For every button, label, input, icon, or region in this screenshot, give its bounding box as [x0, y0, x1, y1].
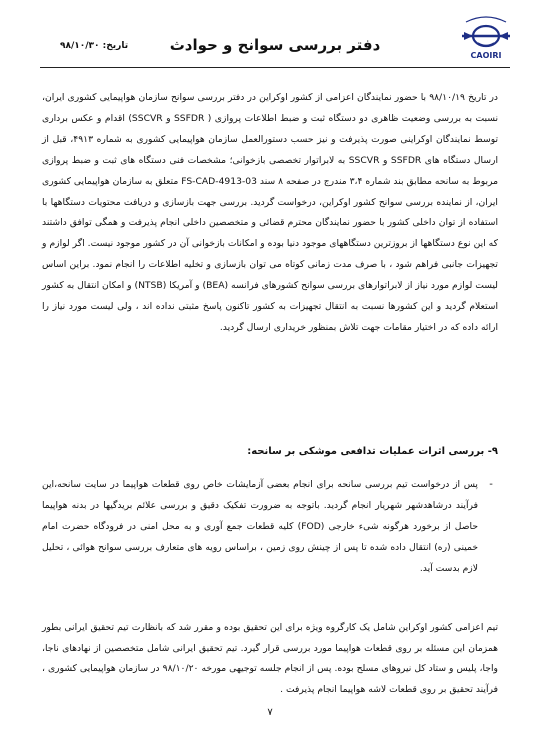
bullet-marker: - [489, 479, 493, 490]
bullet-list-item [42, 474, 498, 579]
page-header [40, 10, 510, 68]
document-date: تاریخ: ۹۸/۱۰/۳۰ [60, 41, 129, 51]
caoiri-emblem-icon [458, 12, 514, 52]
paragraph-flight-recorders: در تاریخ ۹۸/۱۰/۱۹ با حضور نمایندگان اعزامی از کشور اوکراین در دفتر بررسی سوانح سازمان هواپیمایی کشوری ایران، نسبت به بررسی وضعیت ظاهری دو دستگاه ثبت و ضبط اطلاعات پروازی ( SSFDR و SSCVR) اقدام و عکس برداری توسط نمایندگان اوکراینی صورت پذیرفت و نیز حسب دستورالعمل سازمان هواپیمایی کشوری به شماره ۴۹۱۳، قبل از ارسال دستگاه های SSFDR و SSCVR به لابراتوار تخصصی بازخوانی؛ مشخصات فنی دستگاه های ثبت و ضبط پروازی مربوط به سانحه مطابق بند شماره ۳،۴ مندرج در صفحه ۸ سند FS-CAD-4913-03 متعلق به سازمان هواپیمایی کشوری ایران، از نماینده بررسی سوانح کشور اوکراین، درخواست گردید. بررسی جهت بازسازی و دریافت محتویات دستگاهها با استفاده از توان داخلی کشور با حضور نمایندگان محترم قضائی و متخصصین داخلی انجام پذیرفت و همگی توافق داشتند که این نوع دستگاهها از بروزترین دستگاههای موجود دنیا بوده و امکانات بازخوانی آن در کشور موجود نیست. اگر لوازم و تجهیزات جانبی فراهم شود ، با صرف مدت زمانی کوتاه می توان بازسازی و تخلیه اطلاعات را انجام نمود. براین اساس لیست لوازم مورد نیاز از لابراتوارهای بررسی سوانح کشورهای فرانسه (BEA) و آمریکا (NTSB) و امکان انتقال به کشور استعلام گردید و این کشورها نسبت به انتقال تجهیزات به کشور تاکنون پاسخ مثبتی نداده اند ، ولی لیست مورد نیاز را ارائه داده که در اختیار مقامات جهت تلاش بمنظور خریداری ارسال گردید. [42, 92, 499, 333]
paragraph-ukraine-team: تیم اعزامی کشور اوکراین شامل یک کارگروه ویژه برای این تحقیق بوده و مقرر شد که بانظارت تیم تحقیق ایرانی بطور همزمان این مسئله بر روی قطعات هواپیما مورد بررسی قرار گیرد. تیم تحقیق ایرانی شامل متخصصین از نهادهای ناجا، واجا، پلیس و ستاد کل نیروهای مسلح بوده. پس از انجام جلسه توجیهی مورخه ۹۸/۱۰/۲۰ در سازمان هواپیمایی کشوری ، فرآیند تحقیق بر روی قطعات لاشه هواپیما انجام پذیرفت . [42, 622, 498, 695]
page-title: دفتر بررسی سوانح و حوادث [169, 36, 381, 54]
section-heading-missile-effects: ۹- بررسی اثرات عملیات تدافعی موشکی بر سانحه: [247, 446, 498, 457]
page-number: ۷ [267, 707, 273, 718]
logo-text: CAOIRI [470, 51, 502, 60]
bullet-text-wreckage-collection: پس از درخواست تیم بررسی سانحه برای انجام بعضی آزمایشات خاص روی قطعات هواپیما در سایت سانحه،این فرآیند درشاهدشهر شهریار انجام گردید. باتوجه به ضرورت تفکیک دقیق و بررسی علائم بریدگیها در بدنه هواپیما حاصل از برخورد هرگونه شیء خارجی (FOD) کلیه قطعات جمع آوری و به محل امنی در فرودگاه حضرت امام خمینی (ره) انتقال داده شده تا پس از چینش روی زمین ، براساس رویه های متعارف بررسی سوانح هوائی ، تحلیل لازم بدست آید. [42, 479, 478, 574]
caoiri-logo [458, 12, 514, 66]
